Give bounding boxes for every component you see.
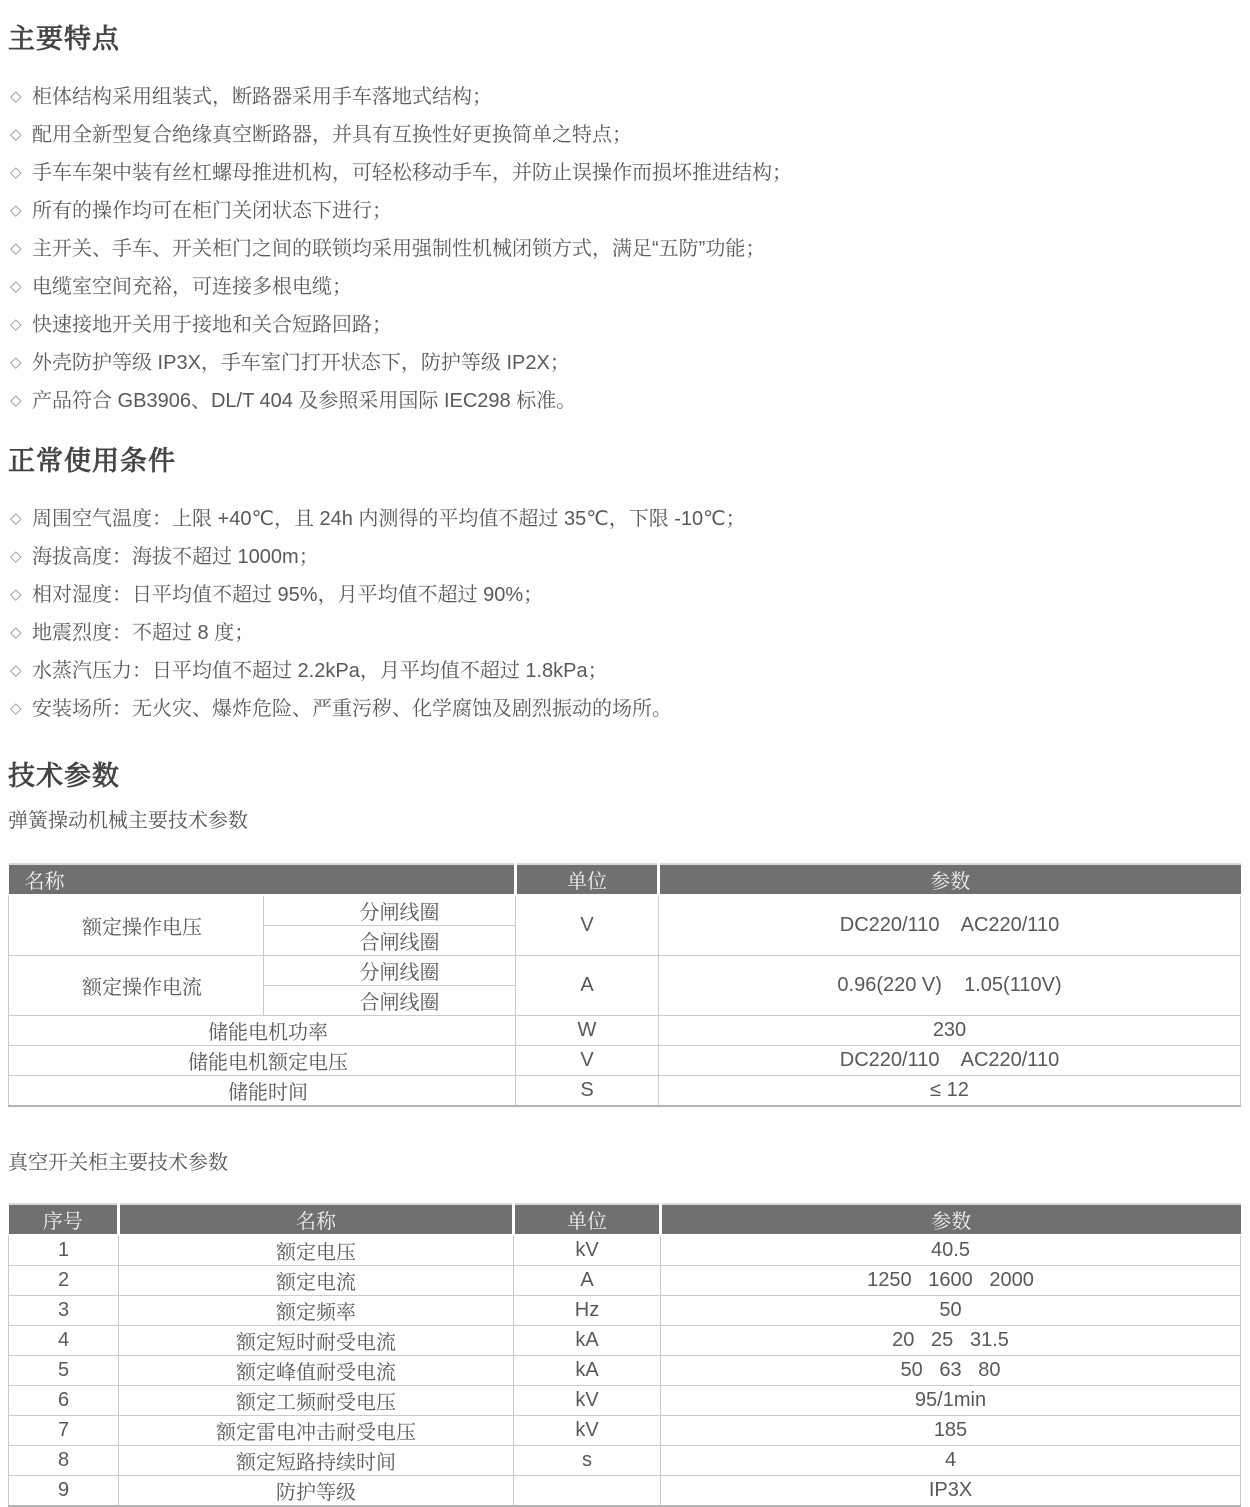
feature-text: 外壳防护等级 IP3X，手车室门打开状态下，防护等级 IP2X； (32, 352, 570, 374)
diamond-bullet-icon: ◇ (10, 240, 22, 257)
cell-index: 9 (9, 1476, 119, 1507)
cell-param: 0.96(220 V) 1.05(110V) (659, 956, 1241, 1016)
operating-conditions-title: 正常使用条件 (8, 446, 176, 476)
cell-name: 额定雷电冲击耐受电压 (119, 1416, 514, 1446)
condition-item (8, 690, 1240, 728)
condition-text: 水蒸汽压力：日平均值不超过 2.2kPa，月平均值不超过 1.8kPa； (32, 660, 608, 682)
cell-param: 185 (661, 1416, 1241, 1446)
cell-unit: V (516, 895, 659, 956)
column-header-name: 名称 (9, 864, 516, 895)
cell-unit (514, 1476, 661, 1507)
feature-text: 柜体结构采用组装式，断路器采用手车落地式结构； (32, 86, 492, 108)
cell-name: 额定操作电流 (9, 956, 264, 1016)
cell-name: 储能电机功率 (9, 1016, 516, 1046)
switchgear-table-caption: 真空开关柜主要技术参数 (8, 1152, 228, 1174)
cell-name: 防护等级 (119, 1476, 514, 1507)
feature-text: 所有的操作均可在柜门关闭状态下进行； (32, 200, 392, 222)
table-row (9, 1296, 1241, 1326)
diamond-bullet-icon: ◇ (10, 392, 22, 409)
table-row (9, 1446, 1241, 1476)
condition-text: 周围空气温度：上限 +40℃，且 24h 内测得的平均值不超过 35℃，下限 -10℃； (32, 508, 746, 530)
cell-unit: kA (514, 1326, 661, 1356)
cell-param: IP3X (661, 1476, 1241, 1507)
condition-text: 安装场所：无火灾、爆炸危险、严重污秽、化学腐蚀及剧烈振动的场所。 (32, 698, 672, 720)
diamond-bullet-icon: ◇ (10, 662, 22, 679)
cell-name: 额定峰值耐受电流 (119, 1356, 514, 1386)
cell-param: 20 25 31.5 (661, 1326, 1241, 1356)
cell-name: 额定电流 (119, 1266, 514, 1296)
diamond-bullet-icon: ◇ (10, 88, 22, 105)
cell-unit: kV (514, 1235, 661, 1266)
feature-item (8, 306, 1240, 344)
table-header-row (9, 864, 1241, 895)
column-header-unit: 单位 (514, 1204, 661, 1235)
cell-index: 1 (9, 1235, 119, 1266)
table-row (9, 1076, 1241, 1107)
cell-unit: kA (514, 1356, 661, 1386)
cell-name: 额定操作电压 (9, 895, 264, 956)
cell-unit: kV (514, 1416, 661, 1446)
feature-text: 手车车架中装有丝杠螺母推进机构，可轻松移动手车，并防止误操作而损坏推进结构； (32, 162, 792, 184)
table-row (9, 1266, 1241, 1296)
feature-text: 主开关、手车、开关柜门之间的联锁均采用强制性机械闭锁方式，满足“五防”功能； (32, 238, 766, 260)
feature-item (8, 192, 1240, 230)
column-header-name: 名称 (119, 1204, 514, 1235)
table-row (9, 956, 1241, 986)
cell-index: 4 (9, 1326, 119, 1356)
cell-name: 额定频率 (119, 1296, 514, 1326)
main-features-title: 主要特点 (8, 24, 120, 54)
column-header-param: 参数 (659, 864, 1241, 895)
feature-text: 产品符合 GB3906、DL/T 404 及参照采用国际 IEC298 标准。 (32, 390, 577, 412)
table-row (9, 895, 1241, 926)
cell-subname: 分闸线圈 (264, 895, 516, 926)
cell-unit: Hz (514, 1296, 661, 1326)
cell-subname: 分闸线圈 (264, 956, 516, 986)
column-header-param: 参数 (661, 1204, 1241, 1235)
cell-param: 50 (661, 1296, 1241, 1326)
cell-param: 4 (661, 1446, 1241, 1476)
cell-index: 8 (9, 1446, 119, 1476)
cell-name: 储能电机额定电压 (9, 1046, 516, 1076)
feature-item (8, 344, 1240, 382)
condition-item (8, 652, 1240, 690)
feature-item (8, 382, 1240, 420)
cell-unit: s (514, 1446, 661, 1476)
cell-name: 额定短路持续时间 (119, 1446, 514, 1476)
feature-item (8, 116, 1240, 154)
table-row (9, 1235, 1241, 1266)
cell-name: 储能时间 (9, 1076, 516, 1107)
table-row (9, 1476, 1241, 1507)
cell-index: 7 (9, 1416, 119, 1446)
cell-unit: V (516, 1046, 659, 1076)
cell-unit: kV (514, 1386, 661, 1416)
section-main-features (8, 22, 1240, 420)
cell-param: 50 63 80 (661, 1356, 1241, 1386)
operating-conditions-list (8, 500, 1240, 728)
condition-item (8, 500, 1240, 538)
cell-index: 5 (9, 1356, 119, 1386)
diamond-bullet-icon: ◇ (10, 624, 22, 641)
condition-text: 地震烈度：不超过 8 度； (32, 622, 255, 644)
section-technical-parameters (8, 759, 1240, 1507)
diamond-bullet-icon: ◇ (10, 586, 22, 603)
cell-param: 95/1min (661, 1386, 1241, 1416)
diamond-bullet-icon: ◇ (10, 510, 22, 527)
table-row (9, 1016, 1241, 1046)
cell-subname: 合闸线圈 (264, 986, 516, 1016)
cell-subname: 合闸线圈 (264, 926, 516, 956)
condition-text: 相对湿度：日平均值不超过 95%，月平均值不超过 90%； (32, 584, 544, 606)
cell-index: 6 (9, 1386, 119, 1416)
table-row (9, 1386, 1241, 1416)
cell-unit: A (514, 1266, 661, 1296)
cell-unit: W (516, 1016, 659, 1046)
technical-parameters-title: 技术参数 (8, 761, 120, 791)
spring-mechanism-table (8, 863, 1241, 1107)
cell-param: DC220/110 AC220/110 (659, 895, 1241, 956)
feature-text: 快速接地开关用于接地和关合短路回路； (32, 314, 392, 336)
cell-param: 40.5 (661, 1235, 1241, 1266)
diamond-bullet-icon: ◇ (10, 700, 22, 717)
feature-item (8, 78, 1240, 116)
switchgear-table (8, 1203, 1241, 1507)
main-features-list (8, 78, 1240, 420)
condition-item (8, 538, 1240, 576)
cell-name: 额定工频耐受电压 (119, 1386, 514, 1416)
table-row (9, 1416, 1241, 1446)
section-operating-conditions (8, 444, 1240, 728)
cell-unit: S (516, 1076, 659, 1107)
cell-param: DC220/110 AC220/110 (659, 1046, 1241, 1076)
column-header-index: 序号 (9, 1204, 119, 1235)
cell-unit: A (516, 956, 659, 1016)
cell-index: 2 (9, 1266, 119, 1296)
diamond-bullet-icon: ◇ (10, 354, 22, 371)
diamond-bullet-icon: ◇ (10, 202, 22, 219)
diamond-bullet-icon: ◇ (10, 278, 22, 295)
table-row (9, 1046, 1241, 1076)
cell-param: 230 (659, 1016, 1241, 1046)
condition-item (8, 576, 1240, 614)
condition-text: 海拔高度：海拔不超过 1000m； (32, 546, 319, 568)
diamond-bullet-icon: ◇ (10, 548, 22, 565)
cell-index: 3 (9, 1296, 119, 1326)
cell-name: 额定短时耐受电流 (119, 1326, 514, 1356)
table-header-row (9, 1204, 1241, 1235)
condition-item (8, 614, 1240, 652)
cell-param: ≤ 12 (659, 1076, 1241, 1107)
spring-mechanism-table-caption: 弹簧操动机械主要技术参数 (8, 810, 248, 832)
diamond-bullet-icon: ◇ (10, 316, 22, 333)
cell-param: 1250 1600 2000 (661, 1266, 1241, 1296)
feature-text: 电缆室空间充裕，可连接多根电缆； (32, 276, 352, 298)
cell-name: 额定电压 (119, 1235, 514, 1266)
table-row (9, 1326, 1241, 1356)
diamond-bullet-icon: ◇ (10, 126, 22, 143)
table-row (9, 1356, 1241, 1386)
feature-item (8, 268, 1240, 306)
diamond-bullet-icon: ◇ (10, 164, 22, 181)
feature-item (8, 154, 1240, 192)
feature-text: 配用全新型复合绝缘真空断路器，并具有互换性好更换简单之特点； (32, 124, 632, 146)
feature-item (8, 230, 1240, 268)
column-header-unit: 单位 (516, 864, 659, 895)
